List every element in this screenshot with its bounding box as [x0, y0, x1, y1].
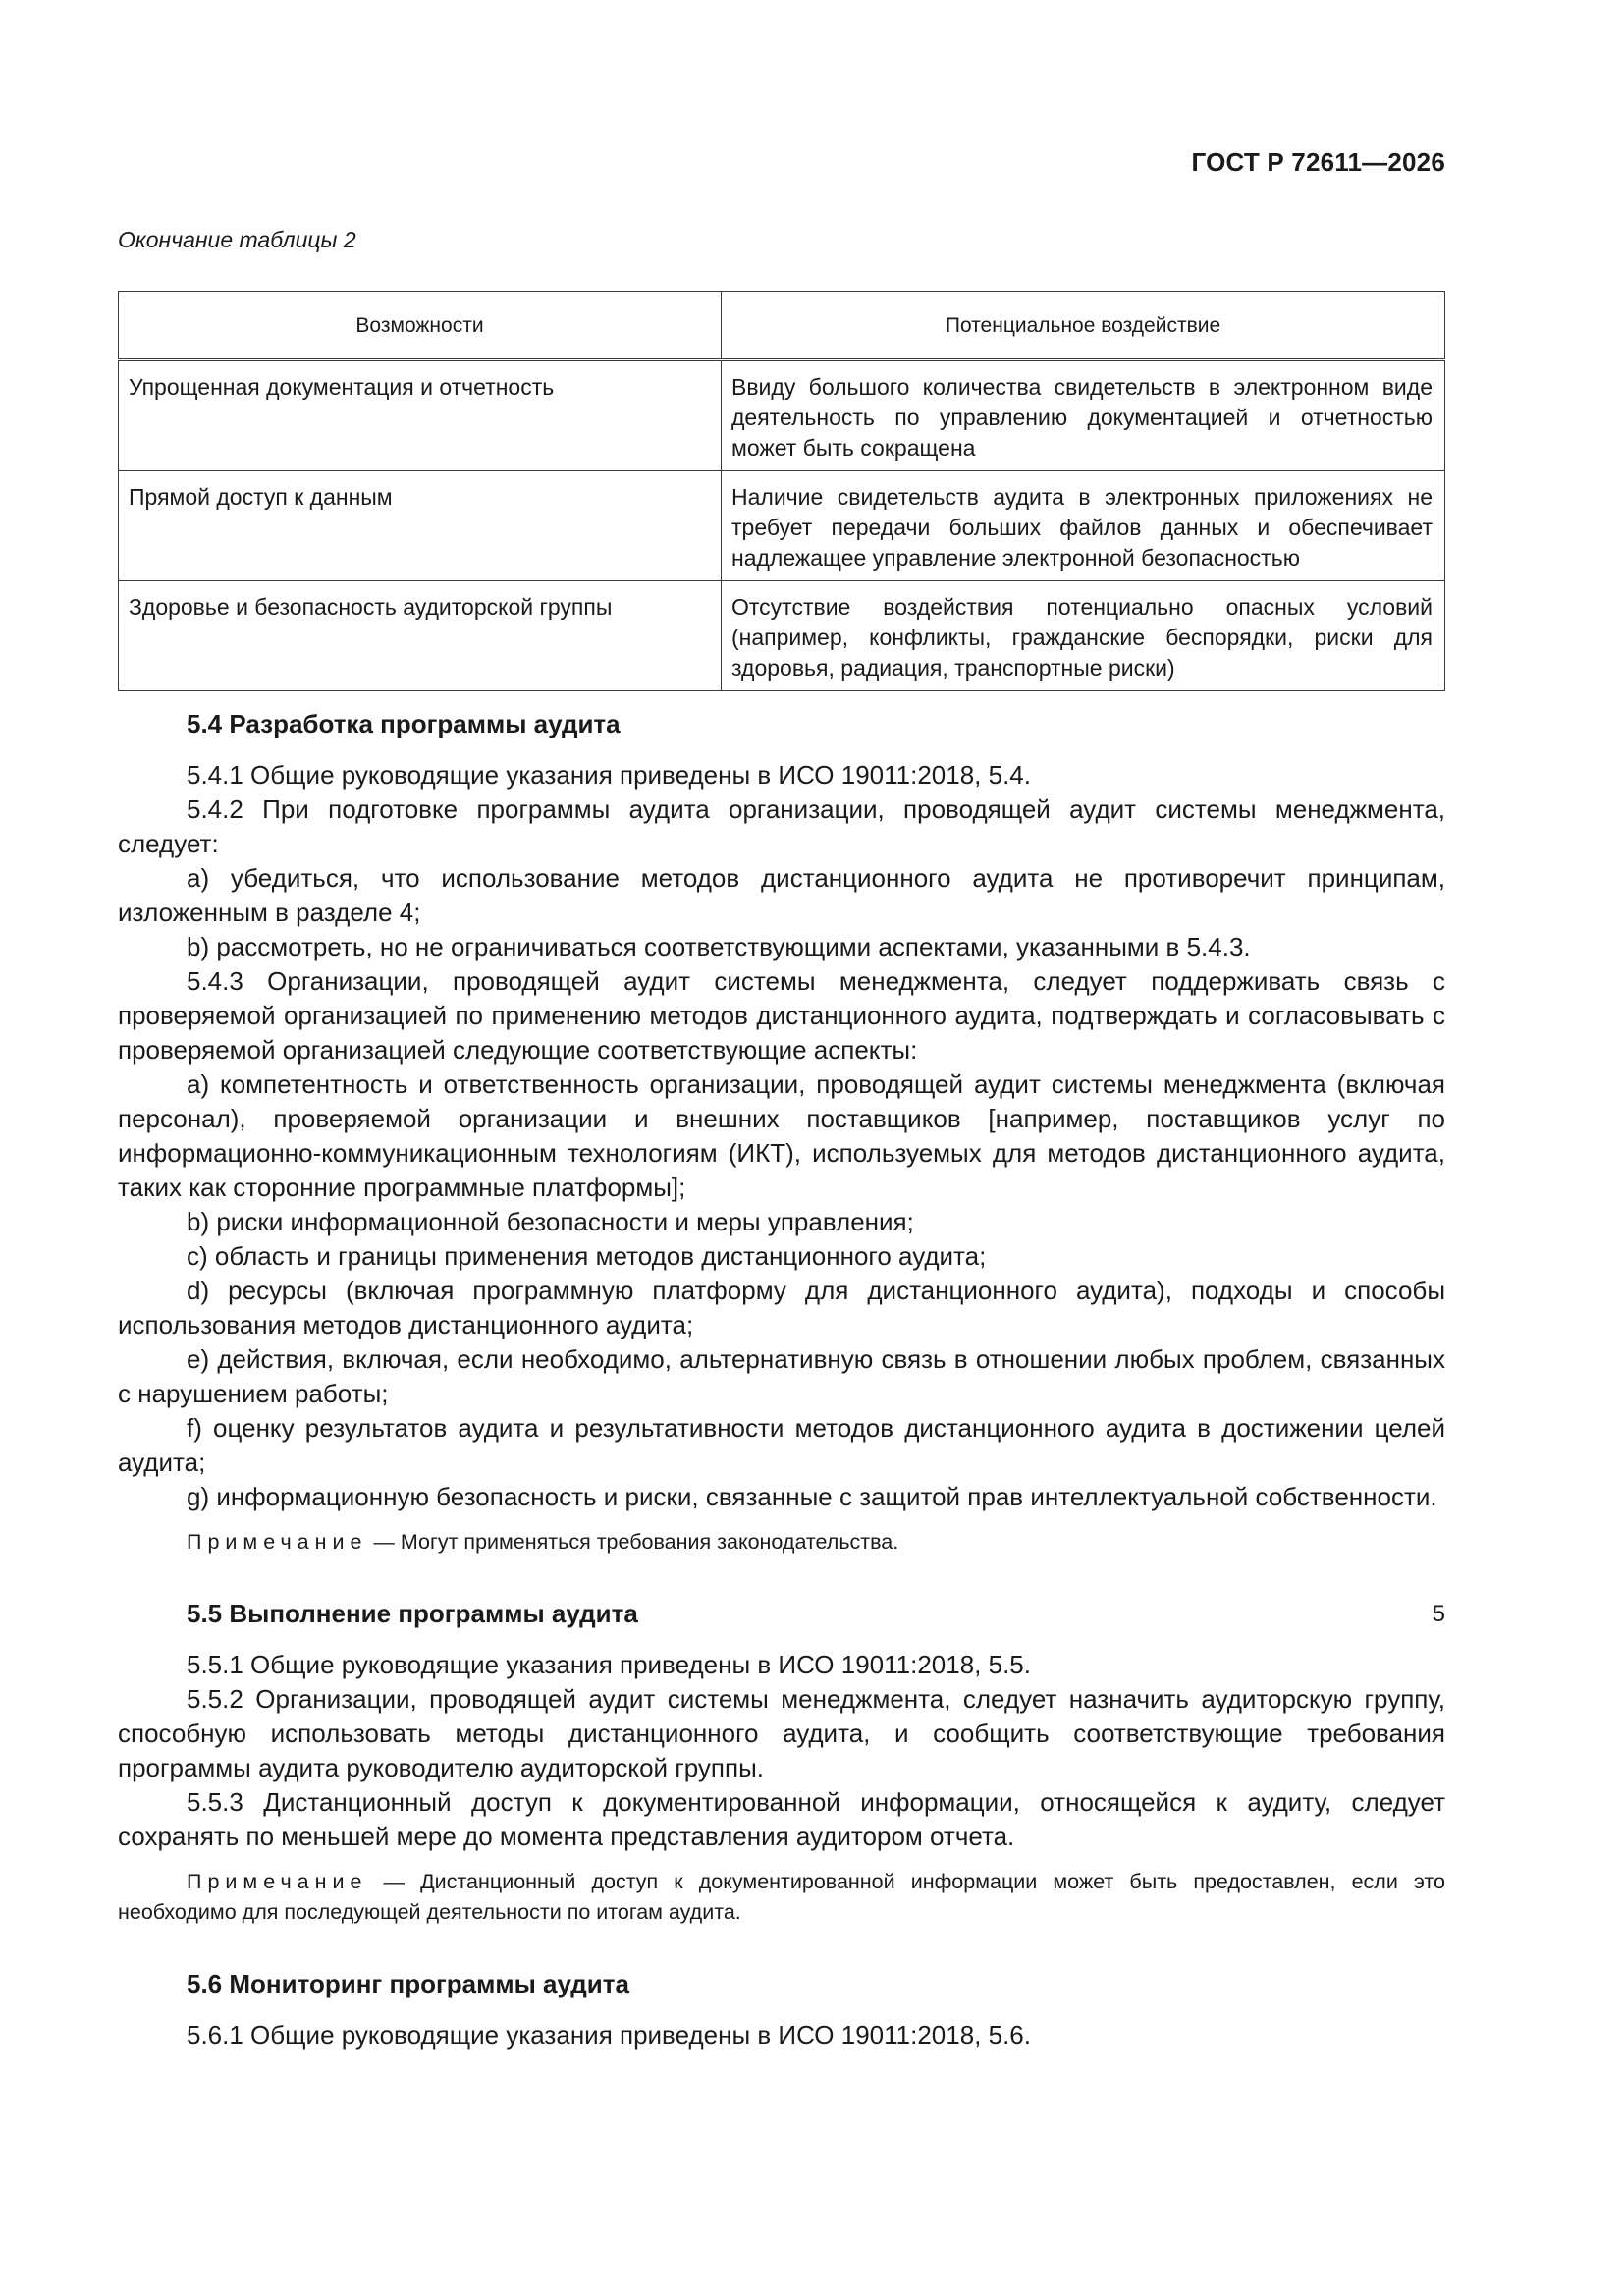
- table-cell: Прямой доступ к данным: [119, 471, 722, 581]
- page-number: 5: [1432, 1601, 1445, 1627]
- column-header: Потенциальное воздействие: [722, 292, 1445, 360]
- section-heading: 5.6 Мониторинг программы аудита: [187, 1969, 629, 1998]
- note-label: Примечание: [187, 1870, 368, 1893]
- paragraph: 5.5.3 Дистанционный доступ к документированной информации, относящейся к аудиту, следует сохранять по меньшей мере до момента представления аудитором отчета.: [118, 1787, 1445, 1851]
- table-row: [119, 471, 1445, 581]
- table-cell: Наличие свидетельств аудита в электронных приложениях не требует передачи больших файлов данных и обеспечивает надлежащее управление электронной безопасностью: [722, 471, 1445, 581]
- list-item: a) убедиться, что использование методов дистанционного аудита не противоречит принципам, изложенным в разделе 4;: [118, 863, 1445, 927]
- list-item: e) действия, включая, если необходимо, альтернативную связь в отношении любых проблем, связанных с нарушением работы;: [118, 1344, 1445, 1408]
- table-cell: Отсутствие воздействия потенциально опасных условий (например, конфликты, гражданские беспорядки, риски для здоровья, радиация, транспортные риски): [722, 581, 1445, 691]
- list-item: d) ресурсы (включая программную платформу для дистанционного аудита), подходы и способы использования методов дистанционного аудита;: [118, 1276, 1445, 1339]
- table-cell: Упрощенная документация и отчетность: [119, 360, 722, 471]
- table-cell: Здоровье и безопасность аудиторской группы: [119, 581, 722, 691]
- table-header-row: [119, 292, 1445, 360]
- table-row: [119, 360, 1445, 471]
- note-text: — Могут применяться требования законодательства.: [367, 1530, 899, 1554]
- note-text: — Дистанционный доступ к документированной информации может быть предоставлен, если это необходимо для последующей деятельности по итогам аудита.: [118, 1870, 1445, 1924]
- table-2: [118, 291, 1445, 691]
- section-heading: 5.5 Выполнение программы аудита: [187, 1599, 638, 1628]
- paragraph: 5.5.1 Общие руководящие указания приведены в ИСО 19011:2018, 5.5.: [187, 1650, 1031, 1679]
- list-item: c) область и границы применения методов дистанционного аудита;: [187, 1241, 987, 1271]
- document-body: [118, 707, 1445, 2052]
- column-header: Возможности: [119, 292, 722, 360]
- paragraph: 5.4.1 Общие руководящие указания приведены в ИСО 19011:2018, 5.4.: [187, 760, 1031, 790]
- list-item: a) компетентность и ответственность организации, проводящей аудит системы менеджмента (включая персонал), проверяемой организации и внешних поставщиков [например, поставщиков услуг по информационно-коммуникационным технологиям (ИКТ), используемых для методов дистанционного аудита, таких как сторонние программные платформы];: [118, 1069, 1445, 1202]
- section-heading: 5.4 Разработка программы аудита: [187, 709, 621, 738]
- paragraph: 5.6.1 Общие руководящие указания приведены в ИСО 19011:2018, 5.6.: [187, 2020, 1031, 2050]
- document-header: ГОСТ Р 72611—2026: [1191, 147, 1445, 177]
- list-item: b) рассмотреть, но не ограничиваться соответствующими аспектами, указанными в 5.4.3.: [187, 932, 1251, 961]
- note: [118, 1527, 1445, 1558]
- list-item: b) риски информационной безопасности и меры управления;: [187, 1207, 914, 1236]
- table-cell: Ввиду большого количества свидетельств в электронном виде деятельность по управлению документацией и отчетностью может быть сокращена: [722, 360, 1445, 471]
- paragraph: 5.4.2 При подготовке программы аудита организации, проводящей аудит системы менеджмента, следует:: [118, 794, 1445, 858]
- table-caption: Окончание таблицы 2: [118, 227, 356, 252]
- paragraph: 5.5.2 Организации, проводящей аудит системы менеджмента, следует назначить аудиторскую группу, способную использовать методы дистанционного аудита, и сообщить соответствующие требования программы аудита руководителю аудиторской группы.: [118, 1684, 1445, 1782]
- list-item: g) информационную безопасность и риски, связанные с защитой прав интеллектуальной собственности.: [187, 1482, 1437, 1511]
- list-item: f) оценку результатов аудита и результативности методов дистанционного аудита в достижении целей аудита;: [118, 1413, 1445, 1477]
- paragraph: 5.4.3 Организации, проводящей аудит системы менеджмента, следует поддерживать связь с проверяемой организацией по применению методов дистанционного аудита, подтверждать и согласовывать с проверяемой организацией следующие соответствующие аспекты:: [118, 966, 1445, 1065]
- note: [118, 1867, 1445, 1928]
- note-label: Примечание: [187, 1530, 368, 1554]
- table-row: [119, 581, 1445, 691]
